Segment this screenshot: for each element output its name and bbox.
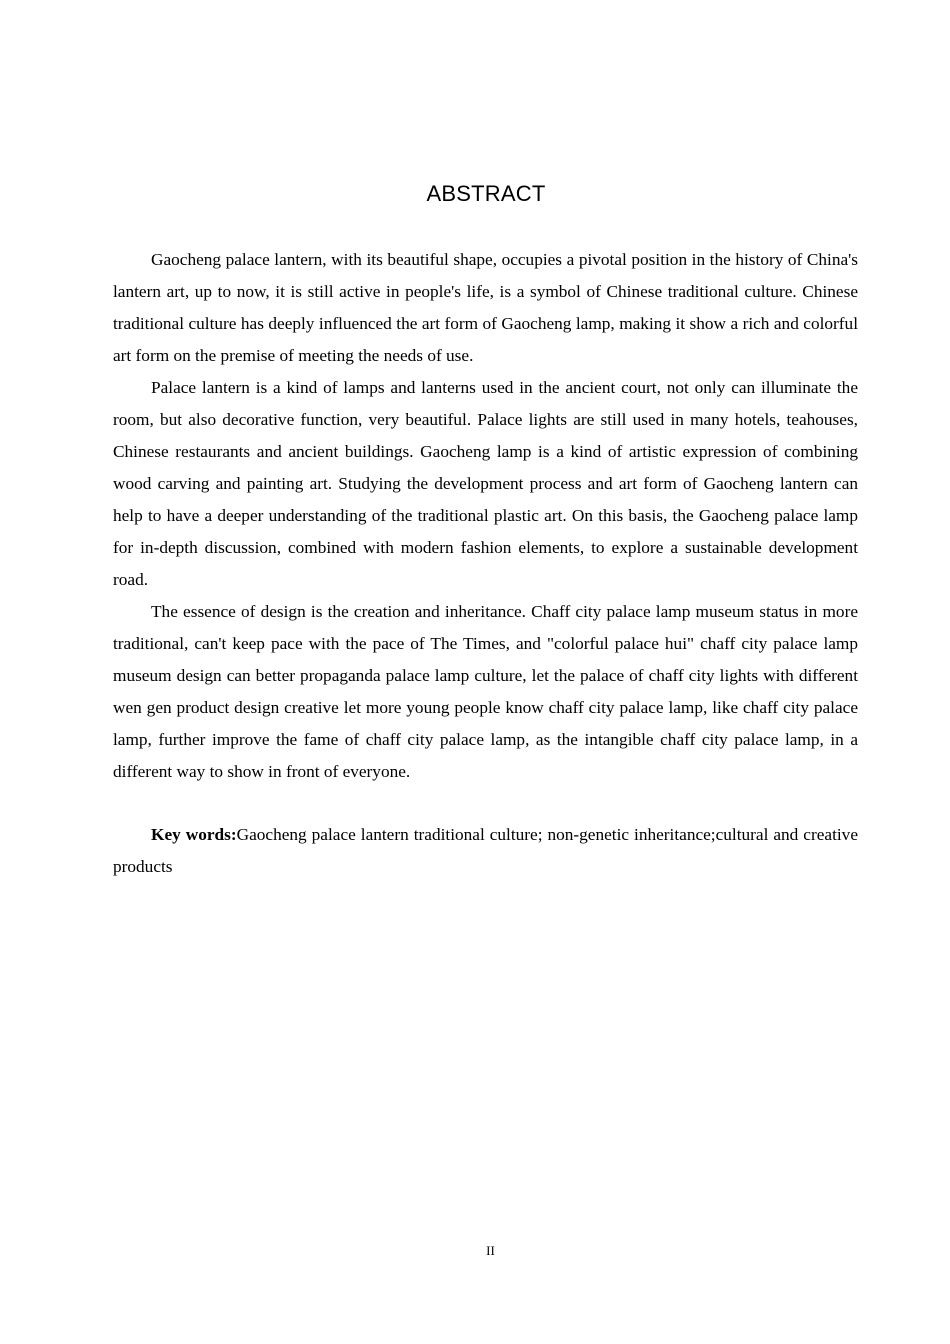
keywords-section [113, 819, 858, 883]
keywords-label: Key words: [151, 825, 237, 844]
abstract-body [113, 244, 858, 788]
page-number: II [486, 1243, 495, 1258]
abstract-paragraph: Gaocheng palace lantern, with its beautiful shape, occupies a pivotal position in the history of China's lantern art, up to now, it is still active in people's life, is a symbol of Chinese traditional culture. Chinese traditional culture has deeply influenced the art form of Gaocheng lamp, making it show a rich and colorful art form on the premise of meeting the needs of use. [113, 250, 858, 365]
abstract-paragraph: The essence of design is the creation and inheritance. Chaff city palace lamp museum status in more traditional, can't keep pace with the pace of The Times, and "colorful palace hui" chaff city palace lamp museum design can better propaganda palace lamp culture, let the palace of chaff city lights with different wen gen product design creative let more young people know chaff city palace lamp, like chaff city palace lamp, further improve the fame of chaff city palace lamp, as the intangible chaff city palace lamp, in a different way to show in front of everyone. [113, 602, 858, 781]
abstract-paragraph: Palace lantern is a kind of lamps and lanterns used in the ancient court, not only can illuminate the room, but also decorative function, very beautiful. Palace lights are still used in many hotels, teahouses, Chinese restaurants and ancient buildings. Gaocheng lamp is a kind of artistic expression of combining wood carving and painting art. Studying the development process and art form of Gaocheng lantern can help to have a deeper understanding of the traditional plastic art. On this basis, the Gaocheng palace lamp for in-depth discussion, combined with modern fashion elements, to explore a sustainable development road. [113, 378, 858, 589]
keywords-text: Gaocheng palace lantern traditional culture; non-genetic inheritance;cultural and creative products [113, 825, 858, 876]
abstract-title: ABSTRACT [426, 181, 546, 206]
